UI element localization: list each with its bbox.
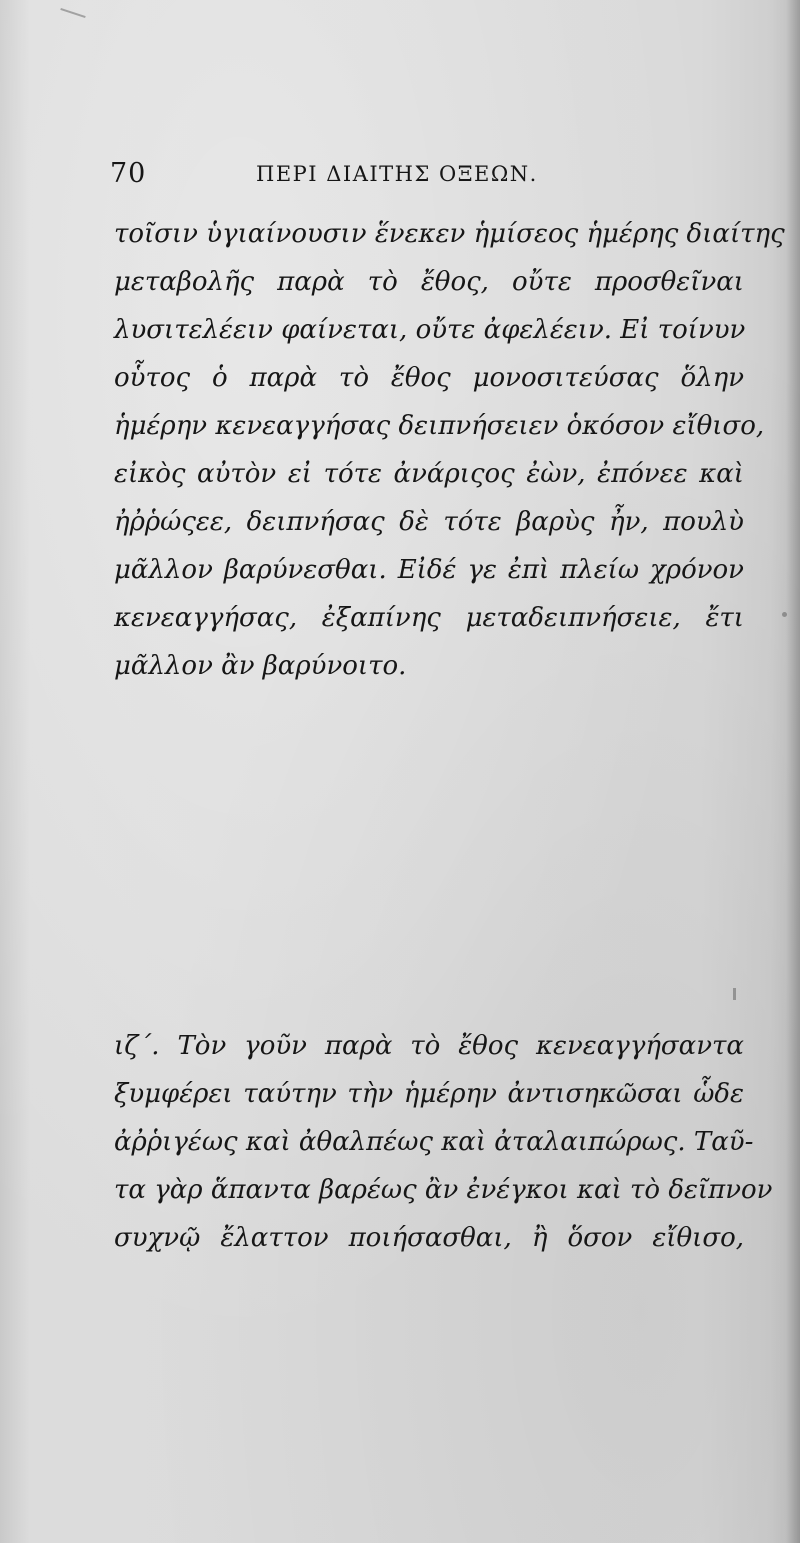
show-through-texture	[100, 680, 720, 1020]
text-line: ἡμέρην κενεαγγήσας δειπνήσειεν ὁκόσον εἴθισο,	[114, 411, 765, 441]
text-line: εἰκὸς αὐτὸν εἰ τότε ἀνάριςος ἐὼν, ἐπόνεε καὶ	[114, 459, 744, 489]
text-line: συχνῷ ἔλαττον ποιήσασθαι, ἢ ὅσον εἴθισο,	[114, 1223, 744, 1253]
text-line: τα γὰρ ἅπαντα βαρέως ἂν ἐνέγκοι καὶ τὸ δεῖπνον	[114, 1175, 773, 1205]
running-head: ΠΕΡΙ ΔΙΑΙΤΗΣ ΟΞΕΩΝ.	[256, 162, 538, 186]
text-line: ἠῤῥώςεε, δειπνήσας δὲ τότε βαρὺς ἦν, πουλὺ	[114, 507, 744, 537]
page-edge-shadow	[786, 0, 800, 1543]
text-line: μᾶλλον βαρύνεσθαι. Εἰδέ γε ἐπὶ πλείω χρόνον	[114, 555, 744, 585]
page-number: 70	[110, 158, 147, 189]
page-header	[110, 158, 730, 198]
scan-speck	[733, 988, 736, 1000]
scan-speck	[60, 8, 85, 18]
text-line: λυσιτελέειν φαίνεται, οὔτε ἀφελέειν. Εἰ τοίνυν	[114, 315, 746, 345]
text-line: μᾶλλον ἂν βαρύνοιτο.	[114, 651, 407, 681]
scan-speck	[782, 612, 787, 617]
text-line: οὗτος ὁ παρὰ τὸ ἔθος μονοσιτεύσας ὅλην	[114, 363, 744, 393]
text-line: κενεαγγήσας, ἐξαπίνης μεταδειπνήσειε, ἔτι	[114, 603, 744, 633]
text-line: ξυμφέρει ταύτην τὴν ἡμέρην ἀντισηκῶσαι ὧδε	[114, 1079, 744, 1109]
text-line: τοῖσιν ὑγιαίνουσιν ἕνεκεν ἡμίσεος ἡμέρης διαίτης	[114, 219, 785, 249]
text-line: ιζ΄. Τὸν γοῦν παρὰ τὸ ἔθος κενεαγγήσαντα	[114, 1031, 744, 1061]
text-line: μεταβολῆς παρὰ τὸ ἔθος, οὔτε προσθεῖναι	[114, 267, 744, 297]
text-line: ἀῤῥιγέως καὶ ἀθαλπέως καὶ ἀταλαιπώρως. Ταῦ-	[114, 1127, 754, 1157]
